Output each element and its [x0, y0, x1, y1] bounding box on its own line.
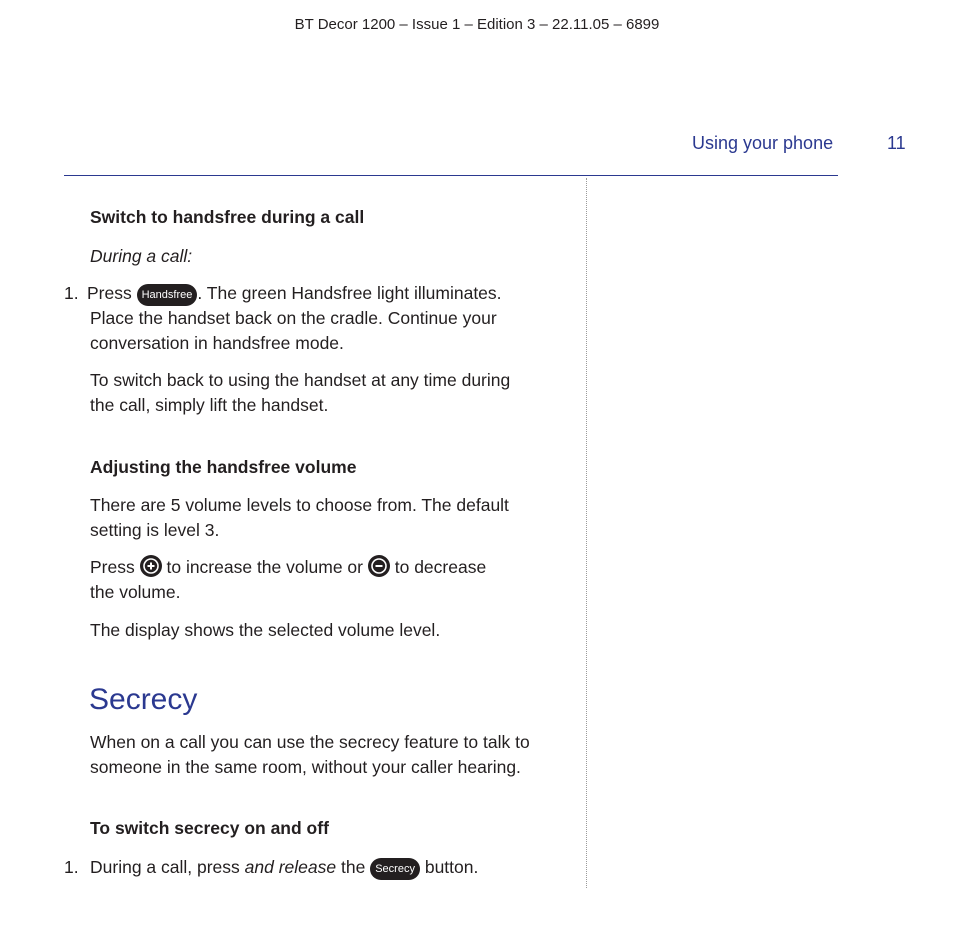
volume-levels-line2: setting is level 3.	[90, 520, 220, 540]
press-text: Press	[87, 283, 132, 303]
increase-text: to increase the volume or	[166, 557, 363, 577]
handsfree-button-icon: Handsfree	[137, 284, 198, 306]
handsfree-step-number: 1.	[64, 283, 79, 303]
switch-back-line2: the call, simply lift the handset.	[90, 395, 329, 415]
volume-display-text: The display shows the selected volume level.	[90, 620, 441, 640]
handsfree-step-line1	[87, 281, 502, 306]
handsfree-step-rest: . The green Handsfree light illuminates.	[197, 283, 502, 303]
document-id: BT Decor 1200 – Issue 1 – Edition 3 – 22.11.05 – 6899	[294, 16, 660, 33]
secrecy-step-post: button.	[424, 857, 479, 877]
handsfree-heading: Switch to handsfree during a call	[90, 207, 365, 227]
secrecy-step-italic: and release	[244, 857, 337, 877]
volume-press-text: Press	[90, 557, 135, 577]
volume-levels-line1: There are 5 volume levels to choose from. The default	[90, 495, 509, 515]
handsfree-step-line2: Place the handset back on the cradle. Continue your	[90, 308, 497, 328]
secrecy-subheading: To switch secrecy on and off	[90, 818, 329, 838]
secrecy-intro-line2: someone in the same room, without your caller hearing.	[90, 757, 521, 777]
secrecy-intro-line1: When on a call you can use the secrecy feature to talk to	[90, 732, 530, 752]
secrecy-step-the: the	[341, 857, 366, 877]
minus-circle-icon	[368, 555, 390, 577]
secrecy-heading: Secrecy	[89, 683, 198, 716]
secrecy-step-pre: During a call, press	[90, 857, 240, 877]
volume-press-line	[90, 555, 486, 580]
column-divider	[586, 178, 587, 888]
volume-heading: Adjusting the handsfree volume	[90, 457, 357, 477]
page-number: 11	[887, 133, 906, 153]
secrecy-step-line	[90, 855, 478, 880]
decrease-text: to decrease	[394, 557, 487, 577]
the-volume-text: the volume.	[90, 582, 181, 602]
during-call-label: During a call:	[90, 246, 193, 266]
section-title: Using your phone	[692, 133, 834, 153]
header-rule	[64, 175, 838, 176]
secrecy-button-icon: Secrecy	[370, 858, 420, 880]
plus-circle-icon	[140, 555, 162, 577]
secrecy-step-number: 1.	[64, 857, 79, 877]
switch-back-line1: To switch back to using the handset at any time during	[90, 370, 511, 390]
handsfree-step-line3: conversation in handsfree mode.	[90, 333, 344, 353]
